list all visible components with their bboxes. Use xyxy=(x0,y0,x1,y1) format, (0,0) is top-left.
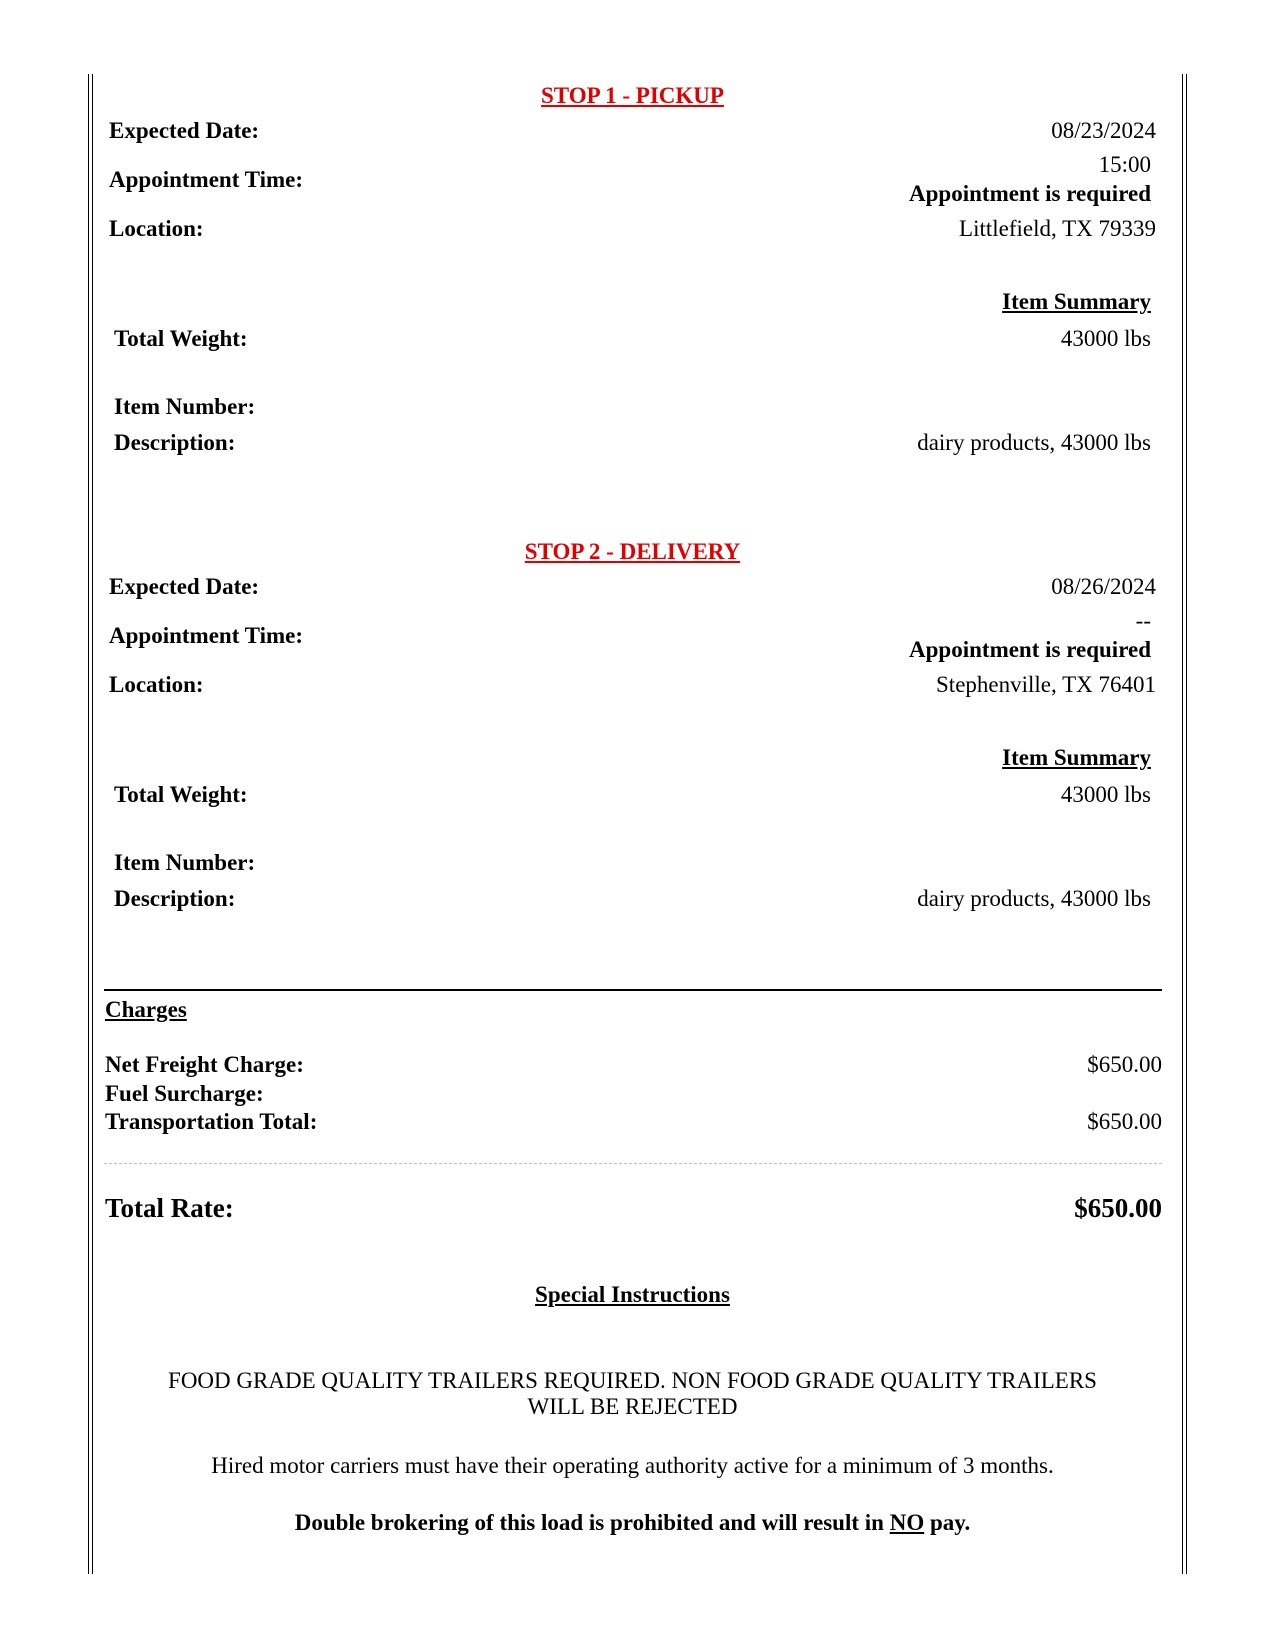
charges-heading: Charges xyxy=(105,997,187,1022)
total-rate-value: $650.00 xyxy=(1074,1193,1162,1223)
charges-divider xyxy=(104,989,1162,991)
stop-1-appointment-time: 15:00 xyxy=(1098,152,1151,177)
stop-1-total-weight: 43000 lbs xyxy=(1060,326,1151,351)
net-freight-charge-value: $650.00 xyxy=(1087,1052,1162,1077)
line-3-text-after: pay. xyxy=(924,1510,971,1535)
stop-2-location-label: Location: xyxy=(109,672,204,697)
transportation-total-value: $650.00 xyxy=(1087,1109,1162,1134)
right-border-outer xyxy=(1186,74,1187,1574)
stop-1-location-label: Location: xyxy=(109,216,204,241)
stop-2-appointment-time-label: Appointment Time: xyxy=(109,623,304,648)
stop-1-item-number-label: Item Number: xyxy=(114,394,256,419)
stop-1-appointment-time-label: Appointment Time: xyxy=(109,167,304,192)
stop-2-appointment-time: -- xyxy=(1135,608,1151,633)
stop-2-expected-date-label: Expected Date: xyxy=(109,574,260,599)
stop-2-location: Stephenville, TX 76401 xyxy=(936,672,1156,697)
stop-2-expected-date: 08/26/2024 xyxy=(1051,574,1156,599)
stop-1-description-label: Description: xyxy=(114,430,236,455)
line-3-emphasis: NO xyxy=(889,1510,925,1535)
stop-1-total-weight-label: Total Weight: xyxy=(114,326,248,351)
stop-1-location: Littlefield, TX 79339 xyxy=(959,216,1156,241)
special-instructions-line-1a: FOOD GRADE QUALITY TRAILERS REQUIRED. NON FOOD GRADE QUALITY TRAILERS xyxy=(168,1368,1097,1393)
right-border-inner xyxy=(1182,74,1183,1574)
stop-1-expected-date: 08/23/2024 xyxy=(1051,118,1156,143)
special-instructions-heading: Special Instructions xyxy=(535,1282,730,1307)
fuel-surcharge-label: Fuel Surcharge: xyxy=(105,1081,264,1106)
total-divider xyxy=(104,1163,1162,1164)
stop-1-item-summary-heading: Item Summary xyxy=(1002,289,1151,314)
line-3-text-before: Double brokering of this load is prohibited and will result in xyxy=(294,1510,890,1535)
stop-2-description: dairy products, 43000 lbs xyxy=(917,886,1151,911)
total-rate-label: Total Rate: xyxy=(105,1193,234,1223)
left-border-inner xyxy=(92,74,93,1574)
stop-1-appointment-note: Appointment is required xyxy=(909,181,1151,206)
stop-2-item-summary-heading: Item Summary xyxy=(1002,745,1151,770)
special-instructions-line-3 xyxy=(0,1511,1265,1534)
stop-2-item-number-label: Item Number: xyxy=(114,850,256,875)
net-freight-charge-label: Net Freight Charge: xyxy=(105,1052,304,1077)
stop-1-title: STOP 1 - PICKUP xyxy=(541,83,724,108)
stop-2-appointment-note: Appointment is required xyxy=(909,637,1151,662)
stop-2-total-weight: 43000 lbs xyxy=(1060,782,1151,807)
left-border-outer xyxy=(88,74,89,1574)
special-instructions-line-2: Hired motor carriers must have their operating authority active for a minimum of 3 months. xyxy=(211,1453,1054,1478)
special-instructions-line-1b: WILL BE REJECTED xyxy=(527,1394,738,1419)
stop-2-title: STOP 2 - DELIVERY xyxy=(524,539,741,564)
stop-2-total-weight-label: Total Weight: xyxy=(114,782,248,807)
stop-1-description: dairy products, 43000 lbs xyxy=(917,430,1151,455)
stop-1-expected-date-label: Expected Date: xyxy=(109,118,260,143)
stop-2-description-label: Description: xyxy=(114,886,236,911)
transportation-total-label: Transportation Total: xyxy=(105,1109,318,1134)
